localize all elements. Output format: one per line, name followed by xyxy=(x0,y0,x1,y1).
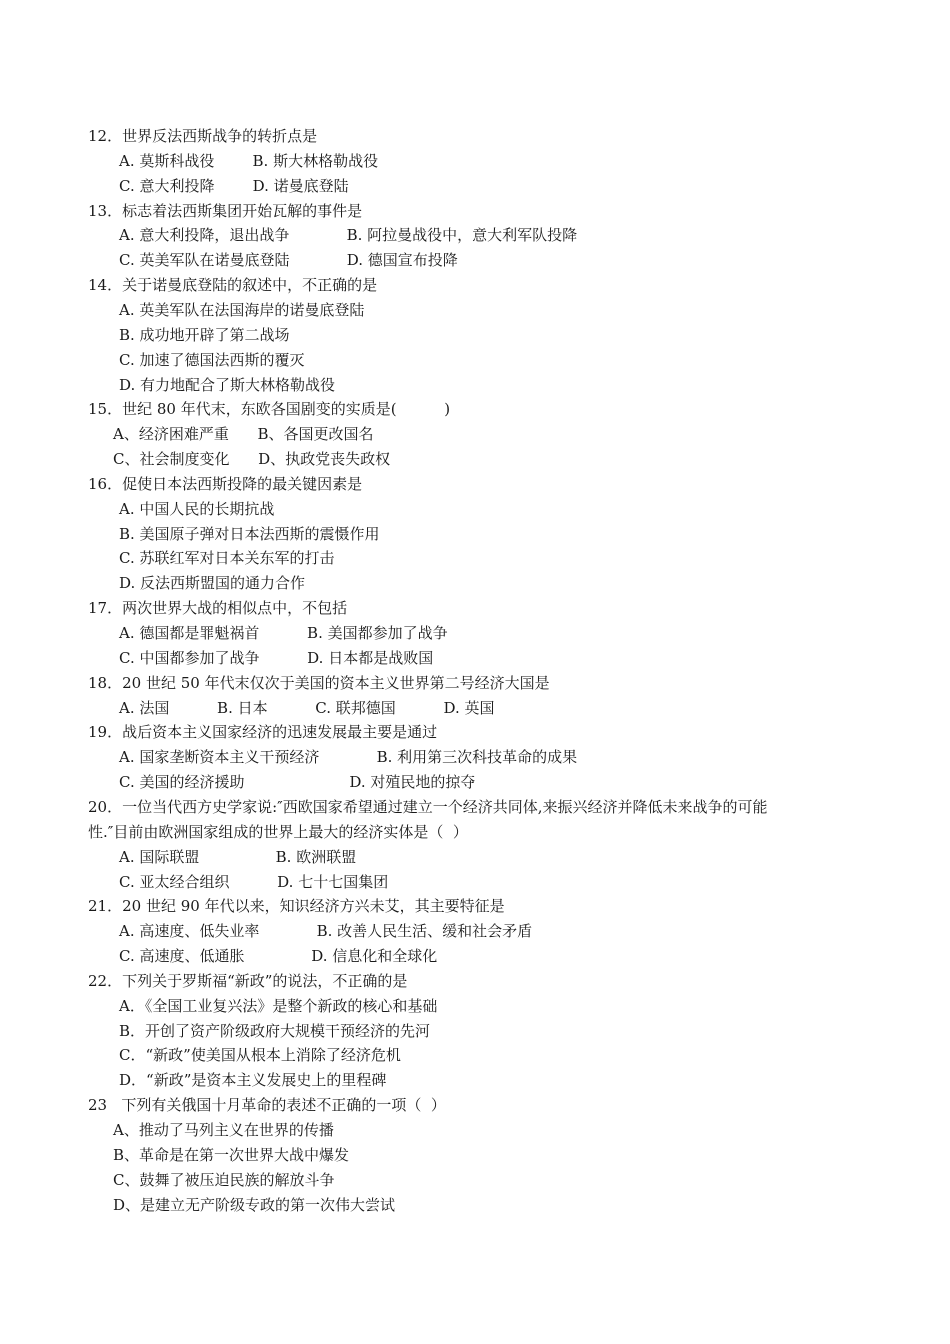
question-stem: 12．世界反法西斯战争的转折点是 xyxy=(88,127,318,145)
answer-options: C、社会制度变化 D、执政党丧失政权 xyxy=(113,450,391,468)
answer-options: C. 英美军队在诺曼底登陆 D. 德国宣布投降 xyxy=(119,251,458,269)
answer-options: B. 成功地开辟了第二战场 xyxy=(119,326,290,344)
question-stem: 15．世纪 80 年代末，东欧各国剧变的实质是( ) xyxy=(88,400,451,418)
answer-options: A. 英美军队在法国海岸的诺曼底登陆 xyxy=(119,301,365,319)
answer-options: C. 美国的经济援助 D. 对殖民地的掠夺 xyxy=(119,773,476,791)
question-stem: 21．20 世纪 90 年代以来，知识经济方兴未艾，其主要特征是 xyxy=(88,897,505,915)
answer-options: A．《全国工业复兴法》是整个新政的核心和基础 xyxy=(119,997,438,1015)
question-stem: 19．战后资本主义国家经济的迅速发展最主要是通过 xyxy=(88,723,438,741)
answer-options: B．开创了资产阶级政府大规模干预经济的先河 xyxy=(119,1022,431,1040)
answer-options: C. 高速度、低通胀 D. 信息化和全球化 xyxy=(119,947,438,965)
answer-options: A. 高速度、低失业率 B. 改善人民生活、缓和社会矛盾 xyxy=(119,922,533,940)
answer-options: B、革命是在第一次世界大战中爆发 xyxy=(113,1146,350,1164)
answer-options: D．“新政”是资本主义发展史上的里程碑 xyxy=(119,1071,387,1089)
question-stem: 22．下列关于罗斯福“新政”的说法，不正确的是 xyxy=(88,972,408,990)
answer-options: A. 中国人民的长期抗战 xyxy=(119,500,275,518)
answer-options: B. 美国原子弹对日本法西斯的震慑作用 xyxy=(119,525,380,543)
question-stem: 18．20 世纪 50 年代末仅次于美国的资本主义世界第二号经济大国是 xyxy=(88,674,550,692)
answer-options: A. 国际联盟 B. 欧洲联盟 xyxy=(119,848,357,866)
answer-options: A. 法国 B. 日本 C. 联邦德国 D. 英国 xyxy=(119,699,495,717)
question-stem-continued: 性.″目前由欧洲国家组成的世界上最大的经济实体是（ ） xyxy=(88,823,468,841)
answer-options: A、推动了马列主义在世界的传播 xyxy=(113,1121,334,1139)
question-stem: 14．关于诺曼底登陆的叙述中，不正确的是 xyxy=(88,276,378,294)
answer-options: C. 苏联红军对日本关东军的打击 xyxy=(119,549,335,567)
answer-options: C. 亚太经合组织 D. 七十七国集团 xyxy=(119,873,389,891)
answer-options: C. 中国都参加了战争 D. 日本都是战败国 xyxy=(119,649,434,667)
answer-options: A. 意大利投降，退出战争 B. 阿拉曼战役中，意大利军队投降 xyxy=(119,226,578,244)
answer-options: A、经济困难严重 B、各国更改国名 xyxy=(113,425,374,443)
question-stem: 20．一位当代西方史学家说:″西欧国家希望通过建立一个经济共同体,来振兴经济并降低未来战争的可能 xyxy=(88,798,768,816)
answer-options: C．“新政”使美国从根本上消除了经济危机 xyxy=(119,1046,401,1064)
question-stem: 17．两次世界大战的相似点中，不包括 xyxy=(88,599,348,617)
answer-options: C. 加速了德国法西斯的覆灭 xyxy=(119,351,305,369)
answer-options: D. 反法西斯盟国的通力合作 xyxy=(119,574,306,592)
answer-options: C、鼓舞了被压迫民族的解放斗争 xyxy=(113,1171,335,1189)
answer-options: A. 国家垄断资本主义干预经济 B. 利用第三次科技革命的成果 xyxy=(119,748,578,766)
answer-options: A. 德国都是罪魁祸首 B. 美国都参加了战争 xyxy=(119,624,448,642)
question-stem: 13．标志着法西斯集团开始瓦解的事件是 xyxy=(88,202,363,220)
question-stem: 23 下列有关俄国十月革命的表述不正确的一项（ ） xyxy=(88,1096,446,1114)
answer-options: D. 有力地配合了斯大林格勒战役 xyxy=(119,376,336,394)
answer-options: D、是建立无产阶级专政的第一次伟大尝试 xyxy=(113,1196,396,1214)
question-stem: 16．促使日本法西斯投降的最关键因素是 xyxy=(88,475,363,493)
answer-options: C. 意大利投降 D. 诺曼底登陆 xyxy=(119,177,349,195)
answer-options: A. 莫斯科战役 B. 斯大林格勒战役 xyxy=(119,152,379,170)
